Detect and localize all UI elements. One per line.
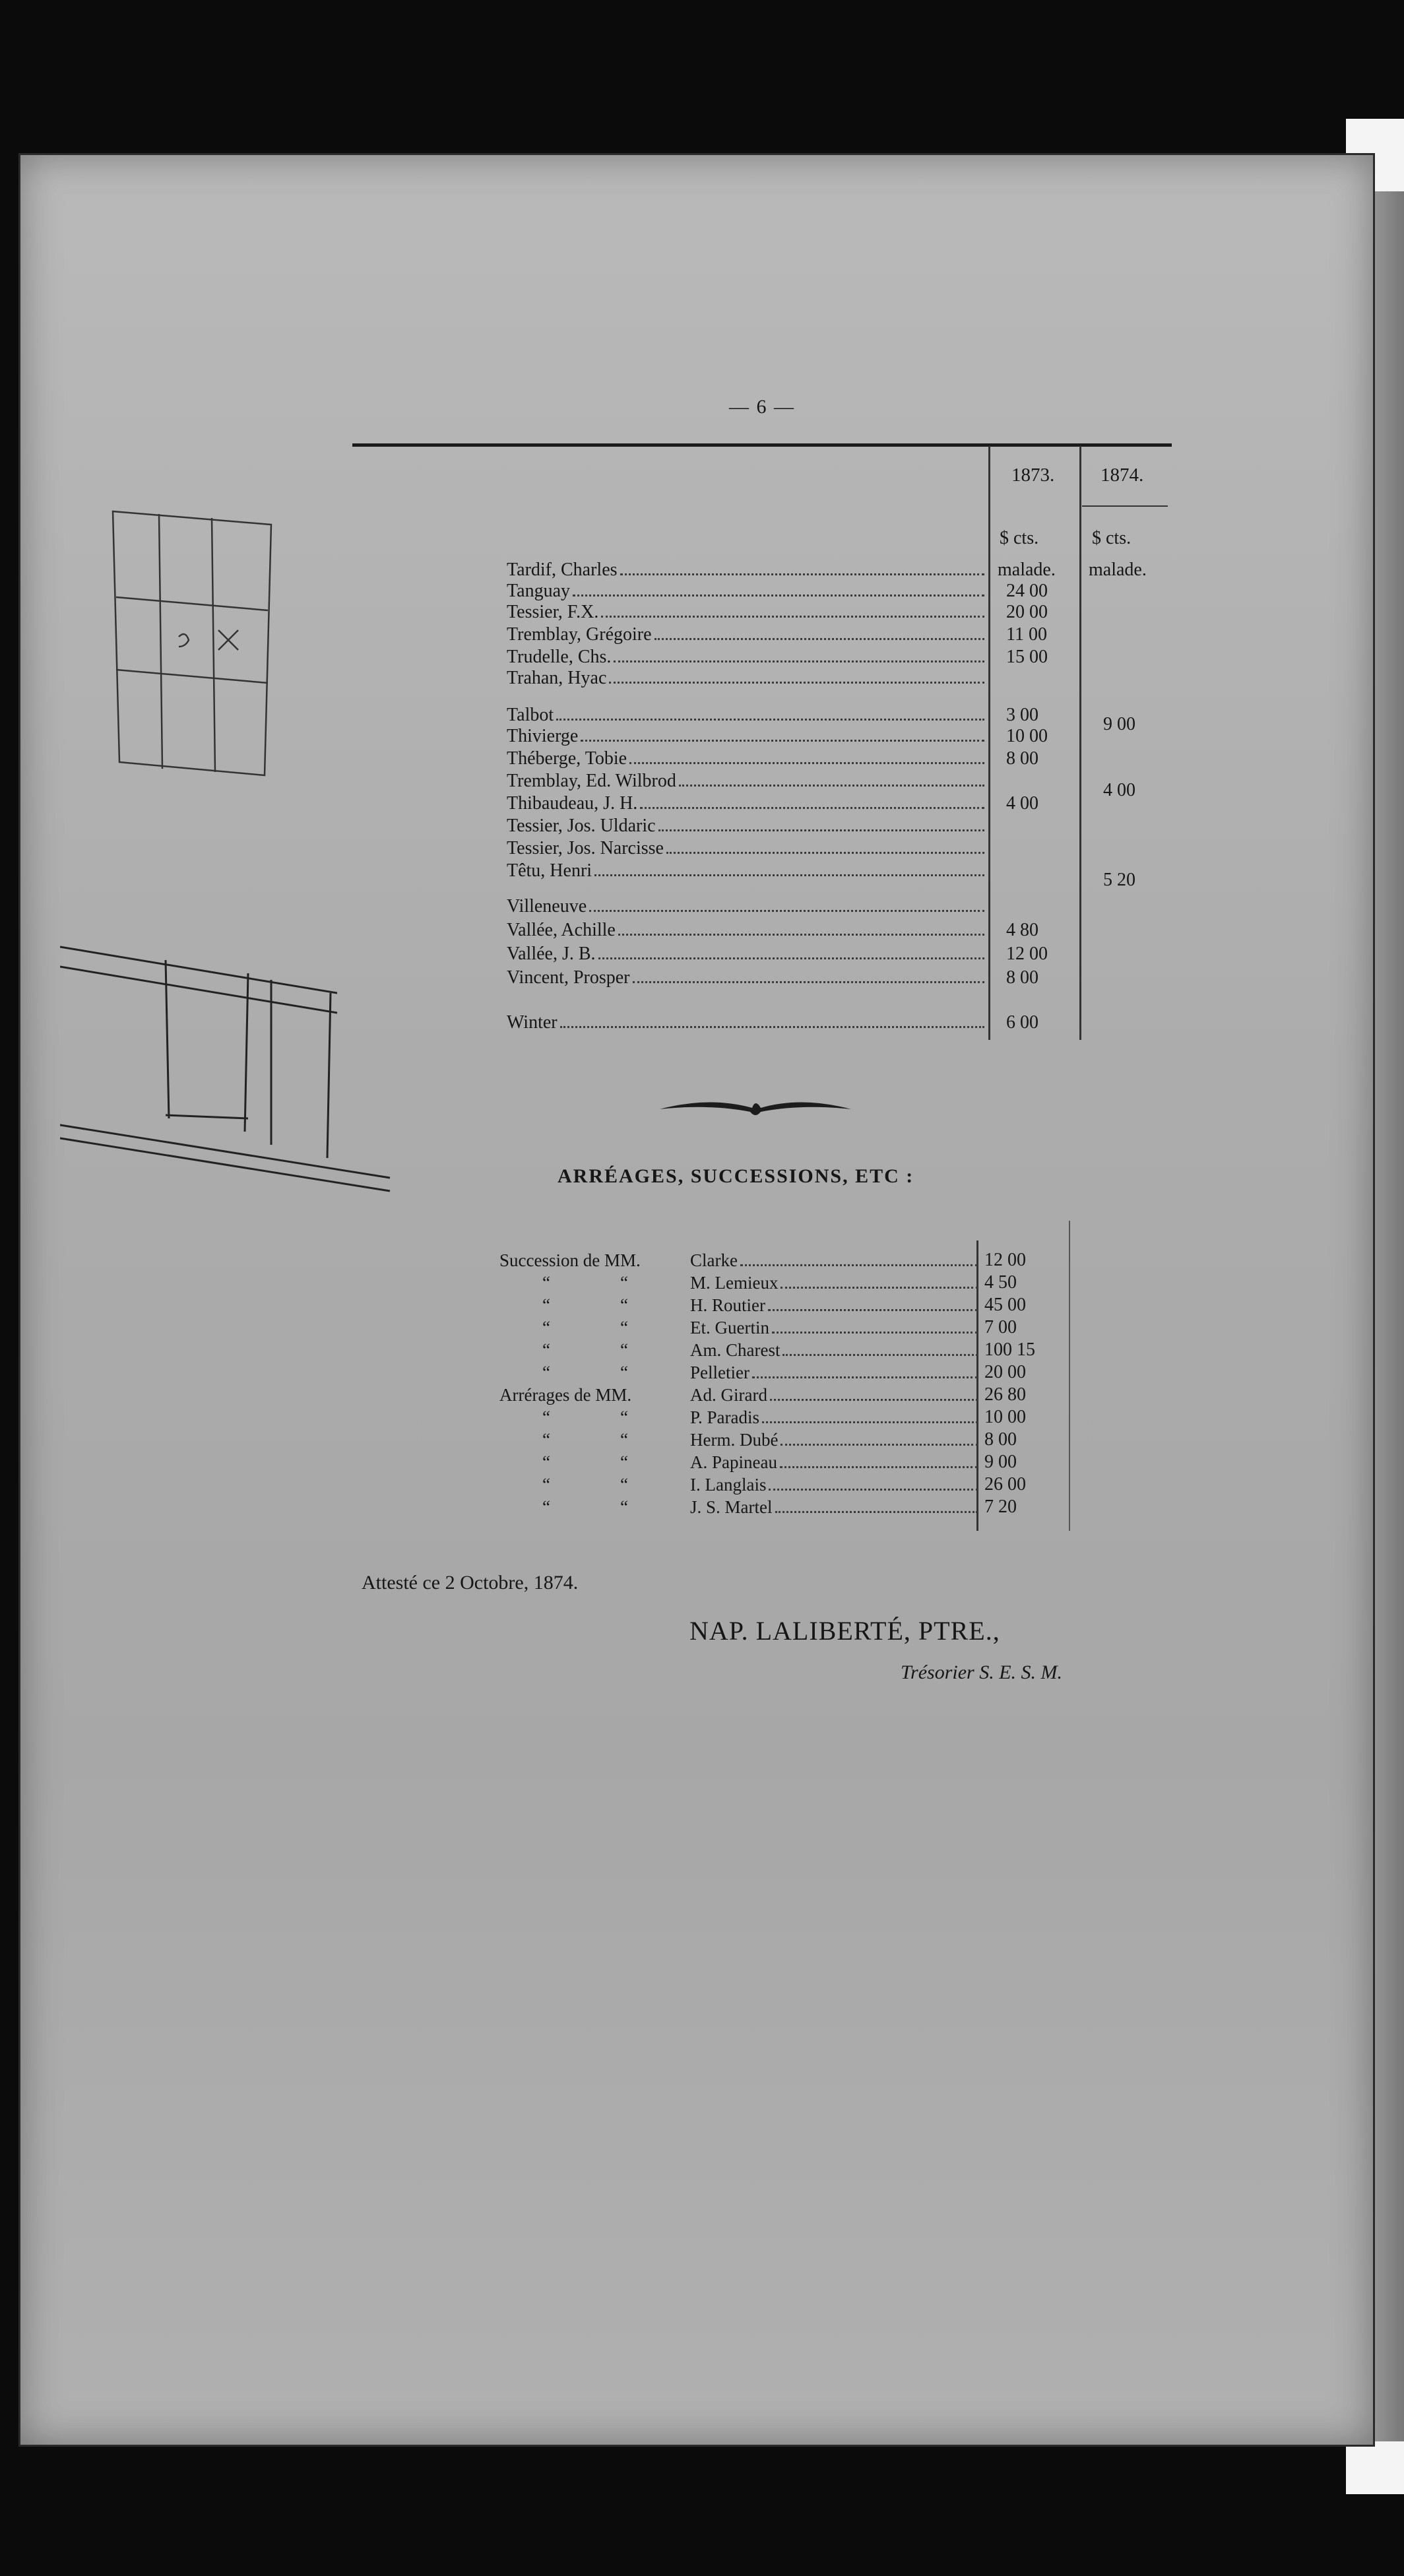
- leader-dots: [598, 957, 984, 959]
- arrears-amount: 26 00: [984, 1474, 1026, 1495]
- ledger-row: [507, 581, 988, 602]
- amount-1873: 3 00: [1006, 705, 1038, 725]
- entry-name: Villeneuve: [507, 896, 587, 917]
- leader-dots: [740, 1264, 978, 1266]
- arrears-name: Am. Charest: [690, 1340, 781, 1360]
- leader-dots: [781, 1444, 978, 1446]
- ledger-row: [507, 860, 988, 882]
- leader-dots: [752, 1376, 978, 1378]
- arrears-amount: 9 00: [984, 1452, 1017, 1472]
- pencil-sketch-icon: [60, 920, 403, 1198]
- arrears-amount: 7 00: [984, 1317, 1017, 1337]
- ledger-row: [507, 748, 988, 769]
- arrears-name: J. S. Martel: [690, 1497, 773, 1517]
- amount-1873: 20 00: [1006, 602, 1048, 622]
- entry-name: Vallée, Achille: [507, 920, 616, 940]
- ditto-mark: “: [620, 1475, 628, 1495]
- column-header-1874: 1874.: [1101, 465, 1144, 486]
- arrears-row: [690, 1429, 980, 1450]
- arrears-row: [690, 1407, 980, 1428]
- leader-dots: [629, 762, 984, 764]
- ditto-mark: “: [620, 1273, 628, 1293]
- ditto-mark: “: [620, 1318, 628, 1337]
- ditto-mark: “: [542, 1318, 550, 1337]
- arrears-name: I. Langlais: [690, 1475, 767, 1495]
- leader-dots: [620, 573, 984, 575]
- ditto-mark: “: [620, 1340, 628, 1360]
- arrears-row: [690, 1295, 980, 1316]
- arrears-right-rule: [1069, 1221, 1070, 1531]
- entry-name: Tremblay, Grégoire: [507, 624, 652, 645]
- arrears-name: A. Papineau: [690, 1452, 777, 1472]
- arrears-name: M. Lemieux: [690, 1273, 779, 1293]
- amount-1873: malade.: [998, 560, 1056, 580]
- leader-dots: [614, 660, 984, 662]
- ditto-mark: “: [542, 1273, 550, 1293]
- ledger-row: [507, 1012, 988, 1033]
- page-number: — 6 —: [729, 396, 795, 418]
- ditto-mark: “: [620, 1430, 628, 1450]
- ditto-mark: “: [542, 1340, 550, 1360]
- arrerages-label: Arrérages de MM.: [499, 1385, 632, 1405]
- leader-dots: [556, 719, 984, 721]
- ditto-mark: “: [542, 1363, 550, 1382]
- leader-dots: [560, 1026, 984, 1028]
- ditto-mark: “: [542, 1407, 550, 1427]
- ledger-row: [507, 726, 988, 747]
- leader-dots: [640, 807, 984, 809]
- entry-name: Trudelle, Chs.: [507, 647, 612, 667]
- entry-name: Tessier, F.X.: [507, 602, 599, 622]
- amount-1874: 4 00: [1103, 780, 1135, 800]
- amount-1873: 6 00: [1006, 1012, 1038, 1033]
- currency-header-1874: $ cts.: [1092, 528, 1132, 548]
- amount-1873: 8 00: [1006, 748, 1038, 769]
- entry-name: Tessier, Jos. Narcisse: [507, 838, 664, 858]
- amount-1874: malade.: [1089, 560, 1147, 580]
- arrears-row: [690, 1384, 980, 1405]
- amount-1873: 10 00: [1006, 726, 1048, 746]
- arrears-name: P. Paradis: [690, 1407, 760, 1427]
- ditto-mark: “: [620, 1363, 628, 1382]
- header-rule: [352, 443, 1172, 447]
- arrears-amount: 4 50: [984, 1272, 1017, 1293]
- ledger-row: [507, 668, 988, 689]
- leader-dots: [658, 829, 984, 831]
- ditto-mark: “: [542, 1452, 550, 1472]
- leader-dots: [573, 595, 984, 596]
- leader-dots: [768, 1309, 978, 1311]
- ditto-mark: “: [542, 1497, 550, 1517]
- ledger-row: [507, 793, 988, 814]
- ledger-row: [507, 838, 988, 859]
- ledger-row: [507, 944, 988, 965]
- ledger-row: [507, 771, 988, 792]
- leader-dots: [781, 1287, 978, 1289]
- leader-dots: [762, 1421, 978, 1423]
- arrears-amount: 12 00: [984, 1250, 1026, 1270]
- entry-name: Talbot: [507, 705, 554, 725]
- ditto-mark: “: [542, 1295, 550, 1315]
- arrears-row: [690, 1362, 980, 1383]
- amount-1873: 12 00: [1006, 944, 1048, 964]
- leader-dots: [633, 981, 985, 983]
- arrears-amount: 45 00: [984, 1295, 1026, 1315]
- amount-1873: 24 00: [1006, 581, 1048, 601]
- signature-title: Trésorier S. E. S. M.: [901, 1661, 1063, 1683]
- entry-name: Tessier, Jos. Uldaric: [507, 816, 656, 836]
- ledger-row: [507, 967, 988, 988]
- arrears-amount: 8 00: [984, 1429, 1017, 1450]
- entry-name: Vincent, Prosper: [507, 967, 630, 988]
- ornament-icon: [656, 1092, 854, 1125]
- ditto-mark: “: [620, 1295, 628, 1315]
- leader-dots: [594, 874, 984, 876]
- entry-name: Trahan, Hyac: [507, 668, 607, 688]
- amount-1873: 11 00: [1006, 624, 1047, 645]
- ditto-mark: “: [620, 1407, 628, 1427]
- pencil-sketch-icon: [100, 498, 311, 802]
- column-subrule: [1082, 505, 1168, 507]
- arrears-row: [690, 1272, 980, 1293]
- arrears-amount: 100 15: [984, 1339, 1035, 1360]
- arrears-name: Pelletier: [690, 1363, 750, 1382]
- ledger-row: [507, 920, 988, 941]
- column-rule-1873: [988, 446, 990, 1040]
- leader-dots: [775, 1511, 978, 1513]
- leader-dots: [618, 934, 984, 936]
- ditto-mark: “: [542, 1475, 550, 1495]
- amount-1873: 15 00: [1006, 647, 1048, 667]
- arrears-row: [690, 1474, 980, 1495]
- ditto-mark: “: [542, 1430, 550, 1450]
- leader-dots: [601, 616, 984, 618]
- leader-dots: [679, 785, 984, 787]
- entry-name: Winter: [507, 1012, 558, 1033]
- leader-dots: [770, 1399, 978, 1401]
- ledger-row: [507, 896, 988, 917]
- entry-name: Tanguay: [507, 581, 571, 601]
- currency-header-1873: $ cts.: [1000, 528, 1039, 548]
- entry-name: Têtu, Henri: [507, 860, 592, 881]
- arrears-name: Et. Guertin: [690, 1318, 769, 1337]
- leader-dots: [666, 852, 984, 854]
- leader-dots: [780, 1466, 978, 1468]
- leader-dots: [589, 910, 984, 912]
- ledger-row: [507, 705, 988, 726]
- column-header-1873: 1873.: [1011, 465, 1055, 486]
- ledger-row: [507, 624, 988, 645]
- ledger-row: [507, 816, 988, 837]
- arrears-name: Clarke: [690, 1250, 738, 1270]
- amount-1873: 4 80: [1006, 920, 1038, 940]
- entry-name: Tardif, Charles: [507, 560, 618, 580]
- amount-1873: 8 00: [1006, 967, 1038, 988]
- ledger-row: [507, 560, 988, 581]
- arrears-amount: 26 80: [984, 1384, 1026, 1405]
- arrears-amount: 10 00: [984, 1407, 1026, 1427]
- entry-name: Vallée, J. B.: [507, 944, 596, 964]
- leader-dots: [772, 1332, 978, 1334]
- ledger-row: [507, 602, 988, 623]
- arrears-row: [690, 1497, 980, 1518]
- arrears-name: Herm. Dubé: [690, 1430, 779, 1450]
- arrears-row: [690, 1317, 980, 1338]
- section-title: ARRÉAGES, SUCCESSIONS, ETC :: [558, 1165, 914, 1187]
- arrears-row: [690, 1339, 980, 1361]
- amount-1873: 4 00: [1006, 793, 1038, 814]
- arrears-row: [690, 1452, 980, 1473]
- ditto-mark: “: [620, 1497, 628, 1517]
- leader-dots: [609, 682, 984, 684]
- signature: NAP. LALIBERTÉ, PTRE.,: [689, 1616, 1000, 1646]
- arrears-name: Ad. Girard: [690, 1385, 767, 1405]
- entry-name: Thivierge: [507, 726, 579, 746]
- succession-label: Succession de MM.: [499, 1250, 641, 1270]
- entry-name: Thibaudeau, J. H.: [507, 793, 638, 814]
- arrears-amount: 7 20: [984, 1497, 1017, 1517]
- ditto-mark: “: [620, 1452, 628, 1472]
- entry-name: Théberge, Tobie: [507, 748, 627, 769]
- arrears-name: H. Routier: [690, 1295, 765, 1315]
- arrears-row: [690, 1250, 980, 1271]
- leader-dots: [782, 1354, 978, 1356]
- leader-dots: [654, 638, 984, 640]
- leader-dots: [769, 1489, 978, 1491]
- leader-dots: [581, 740, 984, 742]
- column-rule-1874: [1079, 446, 1081, 1040]
- attestation: Attesté ce 2 Octobre, 1874.: [362, 1572, 579, 1594]
- ledger-row: [507, 647, 988, 668]
- entry-name: Tremblay, Ed. Wilbrod: [507, 771, 676, 791]
- amount-1874: 5 20: [1103, 870, 1135, 890]
- arrears-amount: 20 00: [984, 1362, 1026, 1382]
- amount-1874: 9 00: [1103, 714, 1135, 734]
